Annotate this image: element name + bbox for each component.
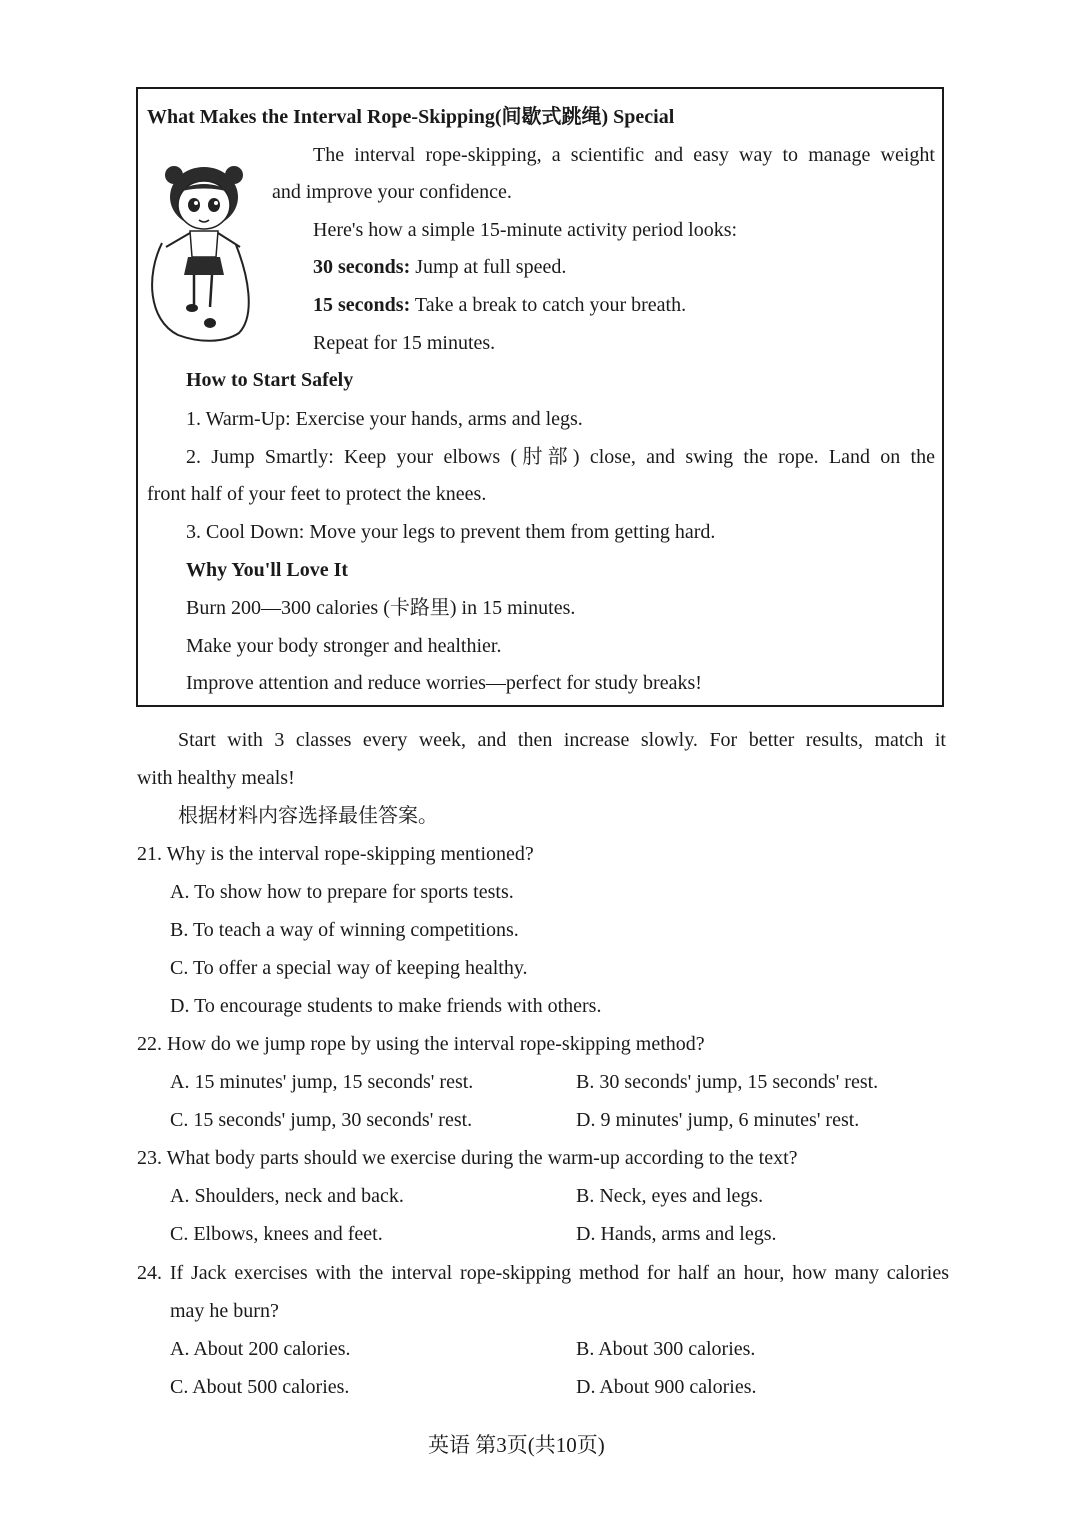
step-1 — [313, 255, 566, 279]
after-box-line-2: with healthy meals! — [137, 767, 295, 789]
question-21-stem: 21. Why is the interval rope-skipping mentioned? — [137, 843, 534, 865]
question-24-option-a: A. About 200 calories. — [170, 1338, 351, 1360]
start-safely-heading: How to Start Safely — [186, 369, 354, 391]
question-23-stem: 23. What body parts should we exercise during the warm-up according to the text? — [137, 1147, 798, 1169]
intro-line-2: and improve your confidence. — [272, 181, 512, 203]
question-21-option-c: C. To offer a special way of keeping healthy. — [170, 957, 528, 979]
question-23-option-b: B. Neck, eyes and legs. — [576, 1185, 764, 1207]
question-23-option-a: A. Shoulders, neck and back. — [170, 1185, 404, 1207]
question-22-option-c: C. 15 seconds' jump, 30 seconds' rest. — [170, 1109, 473, 1131]
question-24-option-b: B. About 300 calories. — [576, 1338, 756, 1360]
question-22-stem: 22. How do we jump rope by using the interval rope-skipping method? — [137, 1033, 705, 1055]
period-intro: Here's how a simple 15-minute activity period looks: — [313, 219, 738, 241]
tip-3: 3. Cool Down: Move your legs to prevent them from getting hard. — [186, 521, 716, 543]
question-24-stem-line-1: 24. If Jack exercises with the interval rope-skipping method for half an hour, how many calories — [137, 1262, 949, 1284]
step-2-label: 15 seconds: — [313, 294, 411, 316]
question-24-option-c: C. About 500 calories. — [170, 1376, 350, 1398]
love-2: Make your body stronger and healthier. — [186, 635, 502, 657]
instruction: 根据材料内容选择最佳答案。 — [178, 805, 438, 827]
love-3: Improve attention and reduce worries—perfect for study breaks! — [186, 672, 702, 694]
love-heading: Why You'll Love It — [186, 559, 349, 581]
rope-skipping-girl-illustration — [144, 145, 266, 345]
passage-title: What Makes the Interval Rope-Skipping(间歇式跳绳) Special — [147, 106, 675, 128]
question-21-option-d: D. To encourage students to make friends with others. — [170, 995, 602, 1017]
step-1-label: 30 seconds: — [313, 256, 411, 278]
tip-2-line-1: 2. Jump Smartly: Keep your elbows (肘部) close, and swing the rope. Land on the — [186, 446, 935, 468]
question-21-option-b: B. To teach a way of winning competitions. — [170, 919, 519, 941]
question-21-option-a: A. To show how to prepare for sports tests. — [170, 881, 514, 903]
question-23-option-d: D. Hands, arms and legs. — [576, 1223, 777, 1245]
step-2-text: Take a break to catch your breath. — [410, 294, 687, 316]
page-footer: 英语 第3页(共10页) — [428, 1433, 605, 1457]
question-22-option-a: A. 15 minutes' jump, 15 seconds' rest. — [170, 1071, 474, 1093]
love-1: Burn 200—300 calories (卡路里) in 15 minutes. — [186, 597, 576, 619]
tip-1: 1. Warm-Up: Exercise your hands, arms and legs. — [186, 408, 583, 430]
question-22-option-b: B. 30 seconds' jump, 15 seconds' rest. — [576, 1071, 879, 1093]
question-24-option-d: D. About 900 calories. — [576, 1376, 757, 1398]
question-24-stem-line-2: may he burn? — [170, 1300, 279, 1322]
step-2 — [313, 293, 686, 317]
repeat-line: Repeat for 15 minutes. — [313, 332, 496, 354]
step-1-text: Jump at full speed. — [410, 256, 567, 278]
question-22-option-d: D. 9 minutes' jump, 6 minutes' rest. — [576, 1109, 860, 1131]
after-box-line-1: Start with 3 classes every week, and then increase slowly. For better results, match it — [178, 729, 946, 751]
tip-2-line-2: front half of your feet to protect the knees. — [147, 483, 487, 505]
question-23-option-c: C. Elbows, knees and feet. — [170, 1223, 383, 1245]
intro-line-1: The interval rope-skipping, a scientific and easy way to manage weight — [313, 144, 935, 166]
